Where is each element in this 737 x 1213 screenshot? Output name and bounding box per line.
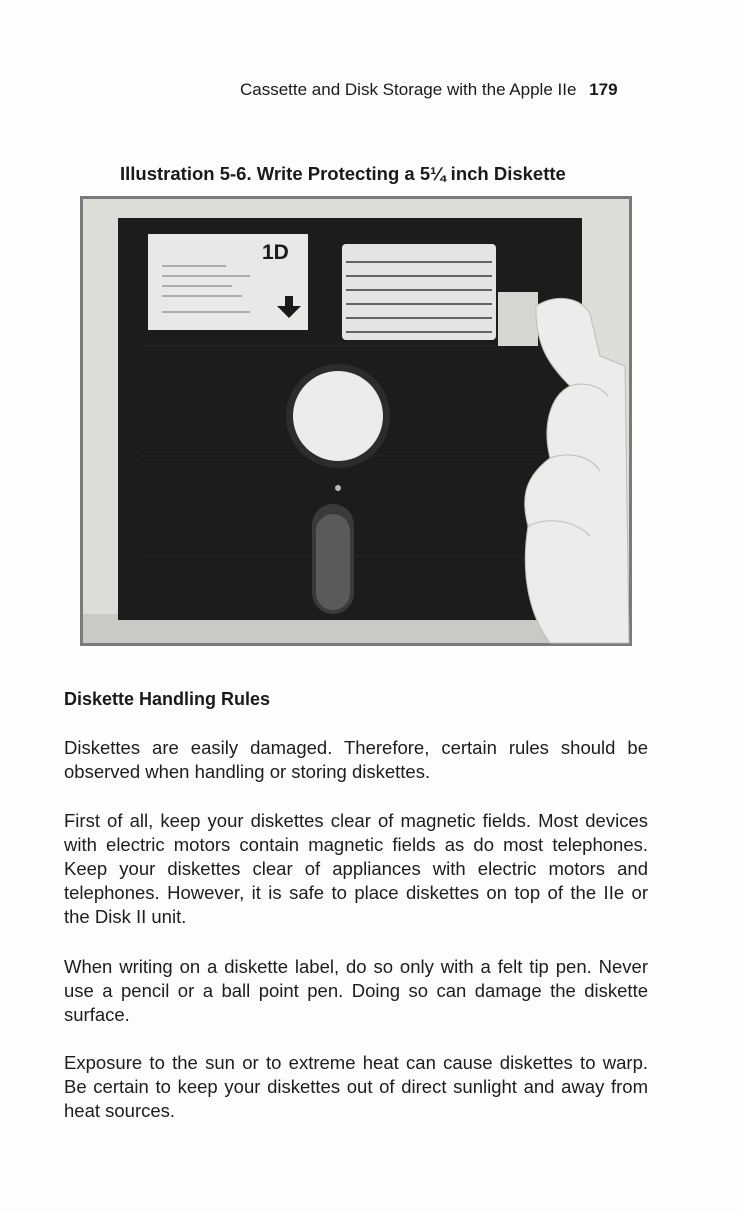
write-label	[342, 244, 496, 340]
label-code: 1D	[262, 241, 289, 264]
figure-caption: Illustration 5-6. Write Protecting a 5¼ inch Diskette	[120, 163, 566, 184]
index-hole	[335, 485, 341, 491]
running-title: Cassette and Disk Storage with the Apple IIe	[240, 80, 577, 99]
section-heading: Diskette Handling Rules	[64, 689, 271, 709]
diskette-photo	[80, 196, 632, 646]
paragraph-4: Exposure to the sun or to extreme heat can cause diskettes to warp. Be certain to keep your diskettes out of direct sunlight and away from heat sources.	[64, 1052, 648, 1121]
manufacturer-label	[148, 234, 308, 330]
paragraph-3: When writing on a diskette label, do so only with a felt tip pen. Never use a pencil or a ball point pen. Doing so can damage the diskette surface.	[64, 956, 648, 1025]
running-header	[240, 80, 618, 100]
write-protect-tab	[498, 292, 538, 346]
hub-hole	[293, 371, 383, 461]
page-number: 179	[589, 80, 618, 99]
paragraph-2: First of all, keep your diskettes clear of magnetic fields. Most devices with electric motors contain magnetic fields as do most telephones. Keep your diskettes clear of appliances with electric motors and telephones. However, it is safe to place diskettes on top of the IIe or the Disk II unit.	[64, 810, 648, 927]
paragraph-1: Diskettes are easily damaged. Therefore, certain rules should be observed when handling or storing diskettes.	[64, 737, 648, 782]
